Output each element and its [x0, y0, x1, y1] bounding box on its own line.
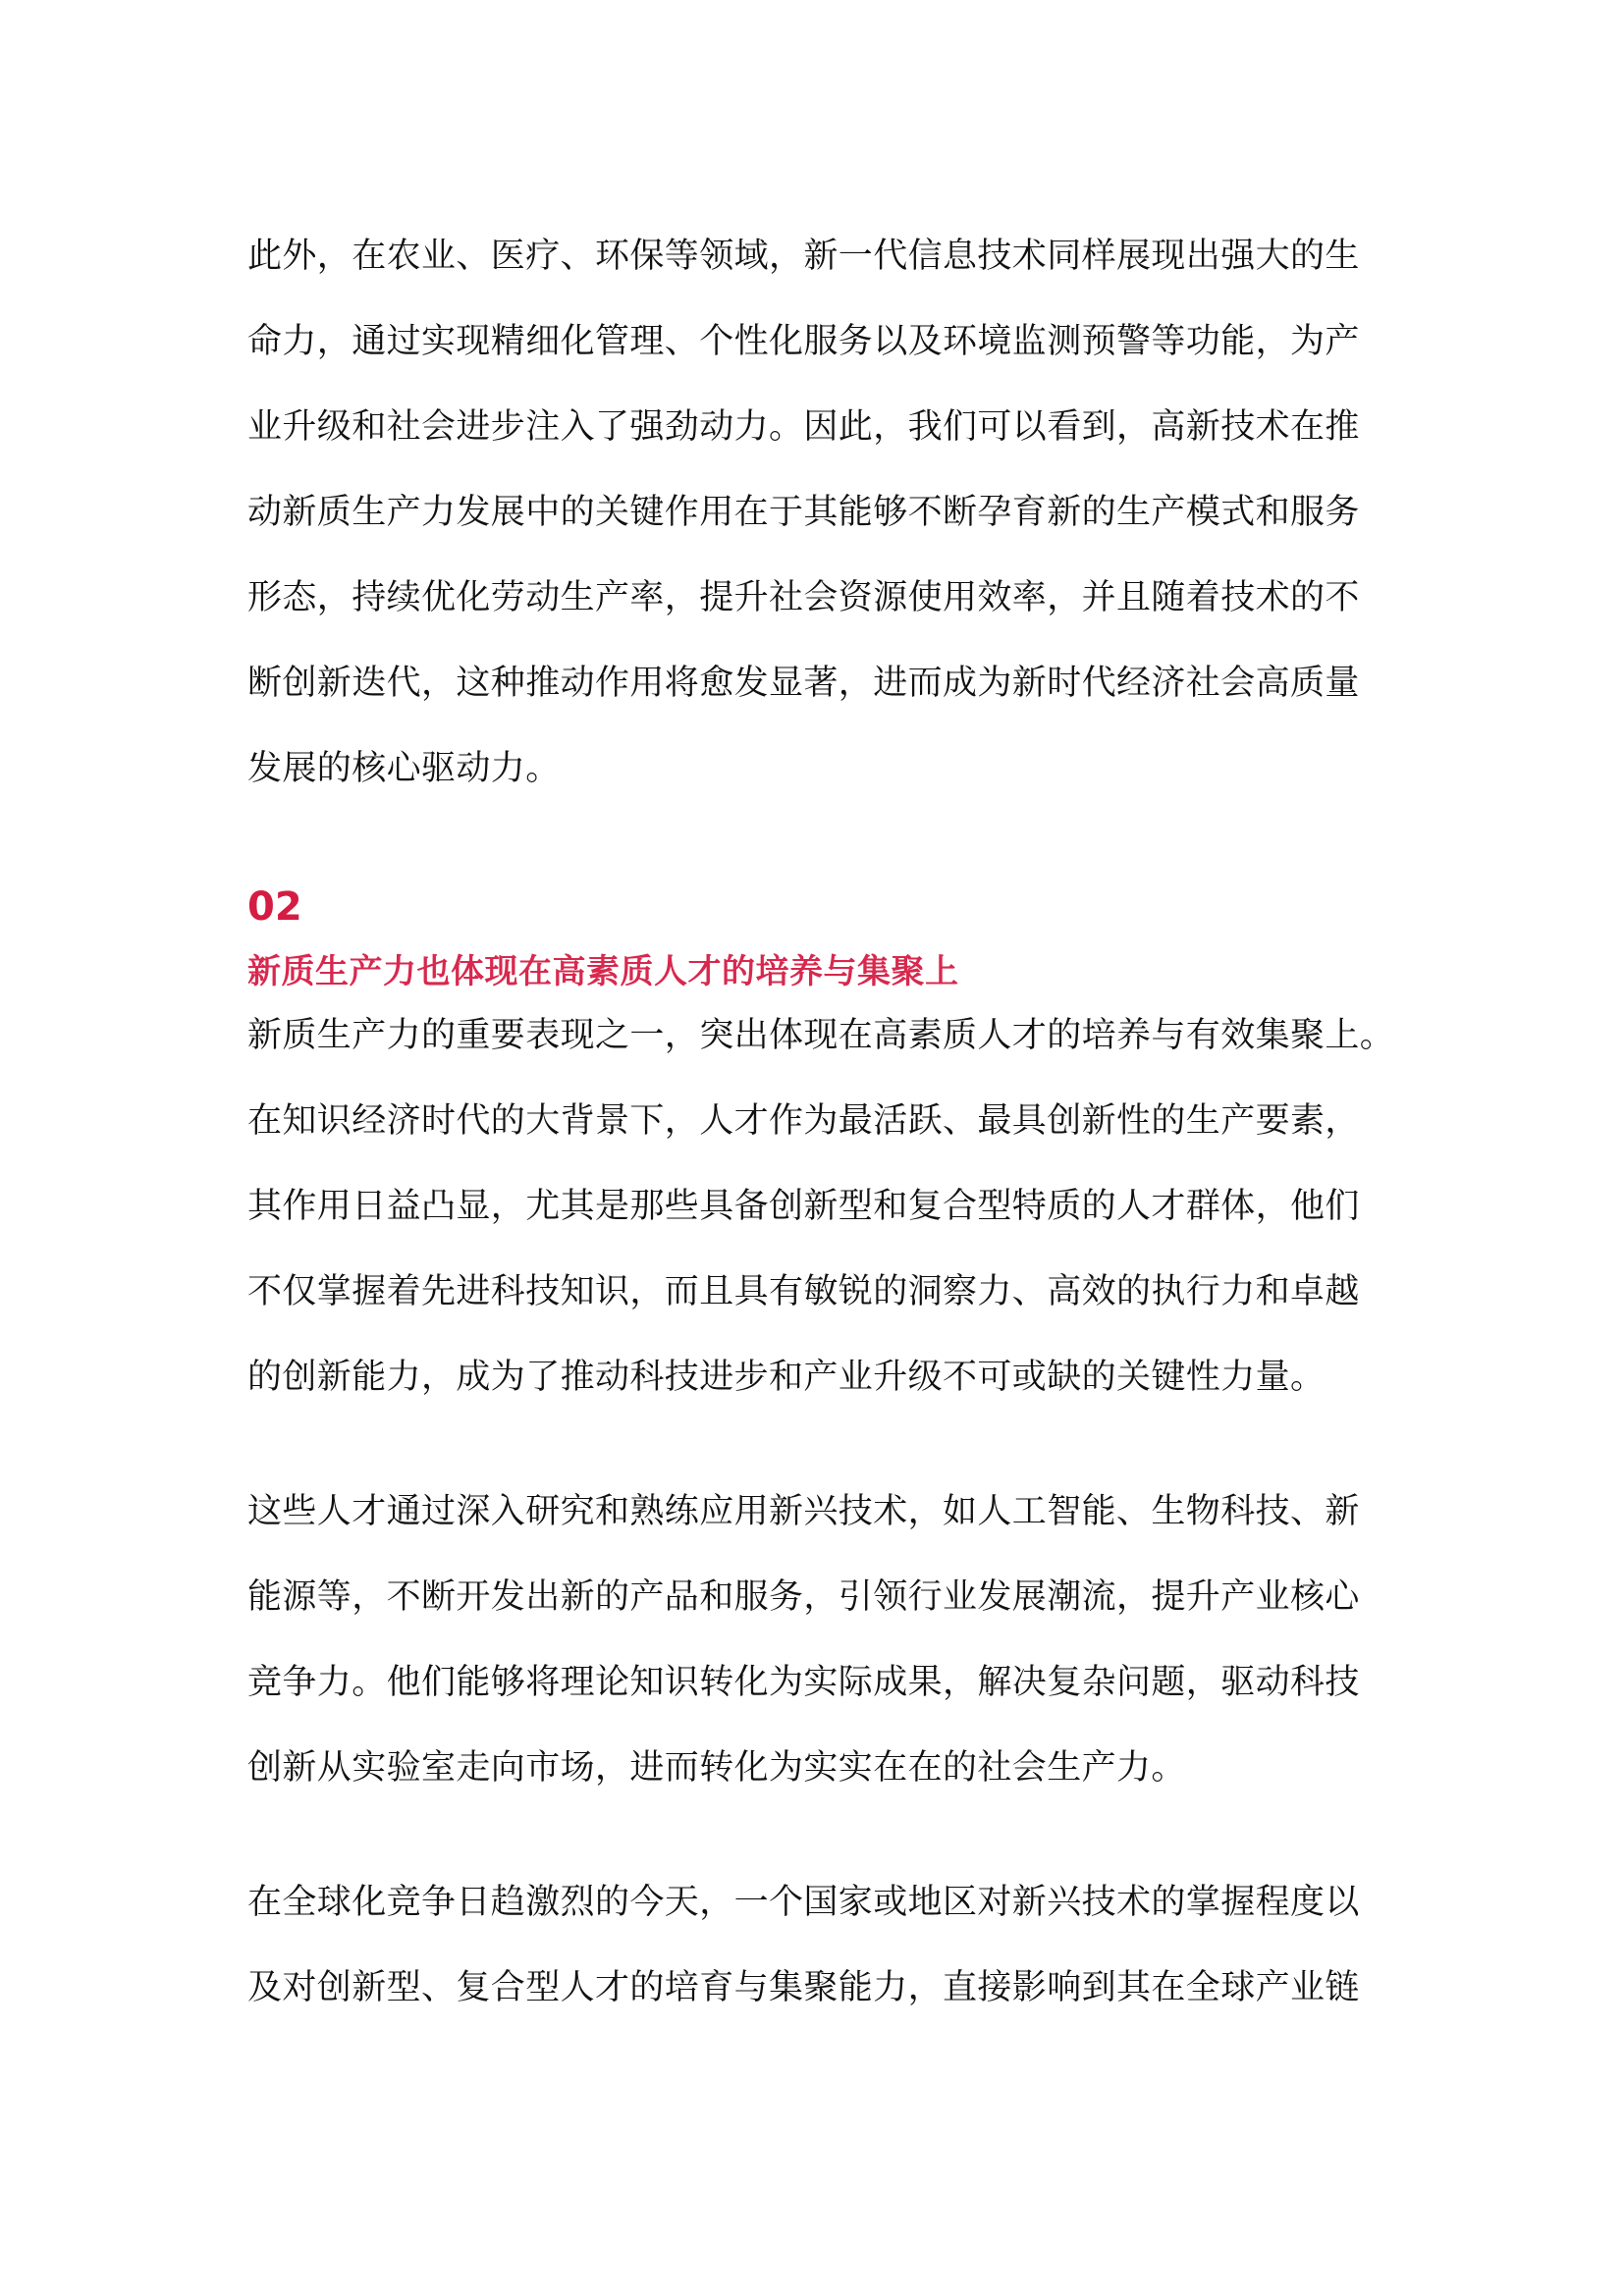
section-title: 新质生产力也体现在高素质人才的培养与集聚上 [247, 952, 959, 991]
text-line: 此外，在农业、医疗、环保等领域，新一代信息技术同样展现出强大的生 [247, 237, 1360, 276]
text-line: 竞争力。他们能够将理论知识转化为实际成果，解决复杂问题，驱动科技 [247, 1663, 1360, 1702]
text-line: 创新从实验室走向市场，进而转化为实实在在的社会生产力。 [247, 1748, 1186, 1788]
text-line: 这些人才通过深入研究和熟练应用新兴技术，如人工智能、生物科技、新 [247, 1492, 1360, 1531]
text-line: 断创新迭代，这种推动作用将愈发显著，进而成为新时代经济社会高质量 [247, 664, 1360, 703]
section-number: 02 [247, 884, 302, 930]
text-line: 的创新能力，成为了推动科技进步和产业升级不可或缺的关键性力量。 [247, 1358, 1326, 1397]
text-line: 能源等，不断开发出新的产品和服务，引领行业发展潮流，提升产业核心 [247, 1577, 1360, 1617]
body-paragraph [247, 993, 1395, 1420]
text-line: 不仅掌握着先进科技知识，而且具有敏锐的洞察力、高效的执行力和卓越 [247, 1272, 1360, 1311]
section-2-paragraph-1 [247, 993, 1395, 1420]
section-2-paragraph-3 [247, 1860, 1386, 2031]
text-line: 命力，通过实现精细化管理、个性化服务以及环境监测预警等功能，为产 [247, 322, 1360, 361]
text-line: 及对创新型、复合型人才的培育与集聚能力，直接影响到其在全球产业链 [247, 1968, 1360, 2007]
text-line: 其作用日益凸显，尤其是那些具备创新型和复合型特质的人才群体，他们 [247, 1187, 1360, 1226]
text-line: 发展的核心驱动力。 [247, 749, 561, 788]
text-line: 在全球化竞争日趋激烈的今天，一个国家或地区对新兴技术的掌握程度以 [247, 1883, 1360, 1922]
body-paragraph [247, 1469, 1386, 1811]
text-line: 新质生产力的重要表现之一，突出体现在高素质人才的培养与有效集聚上。 [247, 1016, 1395, 1055]
text-line: 在知识经济时代的大背景下，人才作为最活跃、最具创新性的生产要素， [247, 1101, 1360, 1141]
text-line: 形态，持续优化劳动生产率，提升社会资源使用效率，并且随着技术的不 [247, 578, 1360, 617]
body-paragraph [247, 1860, 1386, 2031]
text-line: 动新质生产力发展中的关键作用在于其能够不断孕育新的生产模式和服务 [247, 493, 1360, 532]
paragraph-intro-continued [247, 214, 1386, 812]
body-paragraph [247, 214, 1386, 812]
text-line: 业升级和社会进步注入了强劲动力。因此，我们可以看到，高新技术在推 [247, 407, 1360, 447]
section-2-paragraph-2 [247, 1469, 1386, 1811]
